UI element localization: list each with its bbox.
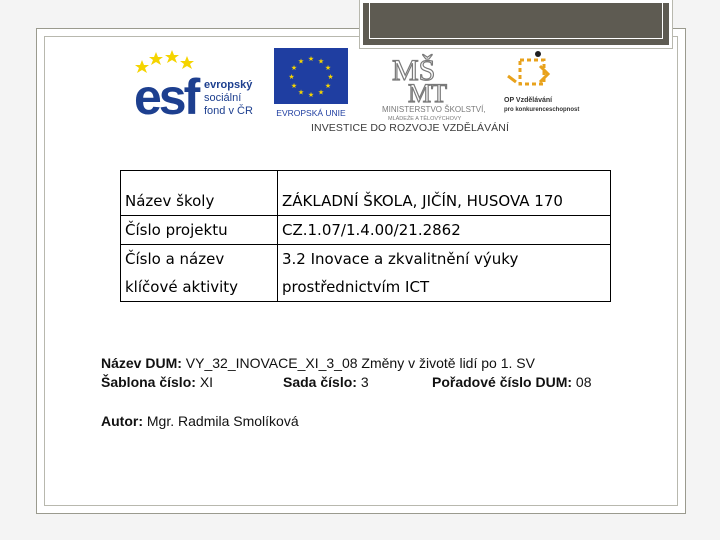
esf-text-3: fond v ČR (204, 105, 253, 117)
svg-text:★: ★ (290, 64, 298, 72)
sablona-value: XI (199, 374, 214, 390)
poradove-value: 08 (575, 374, 592, 390)
label-key-activity-line1: Číslo a název (125, 250, 225, 268)
svg-text:★: ★ (297, 57, 305, 66)
sada-value: 3 (360, 374, 369, 390)
corner-decoration (360, 0, 672, 48)
eu-text: EVROPSKÁ UNIE (276, 108, 346, 118)
dum-value: VY_32_INOVACE_XI_3_08 Změny v životě lidí po 1. SV (185, 355, 535, 371)
op-vzdelavani-logo (500, 48, 582, 122)
value-project-number: CZ.1.07/1.4.00/21.2862 (278, 216, 611, 245)
svg-text:★: ★ (324, 64, 332, 72)
sada-label: Sada číslo: (283, 374, 357, 390)
msmt-logo (378, 46, 490, 124)
label-key-activity-line2: klíčové aktivity (125, 278, 239, 296)
logo-strip (134, 46, 582, 146)
svg-text:★: ★ (307, 55, 315, 63)
value-key-activity (278, 245, 611, 302)
esf-logo (134, 48, 264, 122)
table-row (121, 171, 611, 216)
label-project-number: Číslo projektu (121, 216, 278, 245)
author-value: Mgr. Radmila Smolíková (146, 413, 299, 429)
sablona-label: Šablona číslo: (101, 374, 196, 390)
svg-text:★: ★ (288, 73, 295, 81)
dum-name-line (101, 355, 535, 371)
eu-flag-logo (270, 46, 352, 122)
msmt-text-1: MINISTERSTVO ŠKOLSTVÍ, (382, 105, 486, 114)
school-info-table (120, 170, 611, 302)
poradove-label: Pořadové číslo DUM: (432, 374, 573, 390)
svg-text:★: ★ (327, 73, 334, 81)
op-text-2: pro konkurenceschopnost (504, 107, 580, 113)
op-text-1: OP Vzdělávání (504, 97, 553, 104)
svg-text:★: ★ (307, 91, 315, 99)
sablona-line (101, 374, 213, 390)
author-line (101, 413, 299, 429)
table-row (121, 245, 611, 302)
value-key-activity-line2: prostřednictvím ICT (282, 278, 430, 296)
svg-text:★: ★ (290, 82, 298, 90)
svg-text:MT: MT (408, 79, 447, 108)
poradove-line (432, 374, 592, 390)
svg-text:★: ★ (317, 57, 325, 66)
label-key-activity (121, 245, 278, 302)
svg-text:esf: esf (134, 69, 198, 122)
esf-text-2: sociální (204, 92, 242, 104)
value-school-name: ZÁKLADNÍ ŠKOLA, JIČÍN, HUSOVA 170 (278, 171, 611, 216)
label-school-name: Název školy (121, 171, 278, 216)
dum-label: Název DUM: (101, 355, 182, 371)
svg-text:★: ★ (324, 82, 332, 90)
logo-caption: INVESTICE DO ROZVOJE VZDĚLÁVÁNÍ (311, 122, 509, 134)
esf-text-1: evropský (204, 79, 253, 91)
svg-text:MŠ: MŠ (392, 54, 436, 87)
sada-line (283, 374, 369, 390)
value-key-activity-line1: 3.2 Inovace a zkvalitnění výuky (282, 250, 519, 268)
msmt-text-2: MLÁDEŽE A TĚLOVÝCHOVY (388, 116, 462, 122)
table-row (121, 216, 611, 245)
svg-text:★: ★ (317, 88, 325, 97)
author-label: Autor: (101, 413, 143, 429)
svg-text:★: ★ (297, 88, 305, 97)
